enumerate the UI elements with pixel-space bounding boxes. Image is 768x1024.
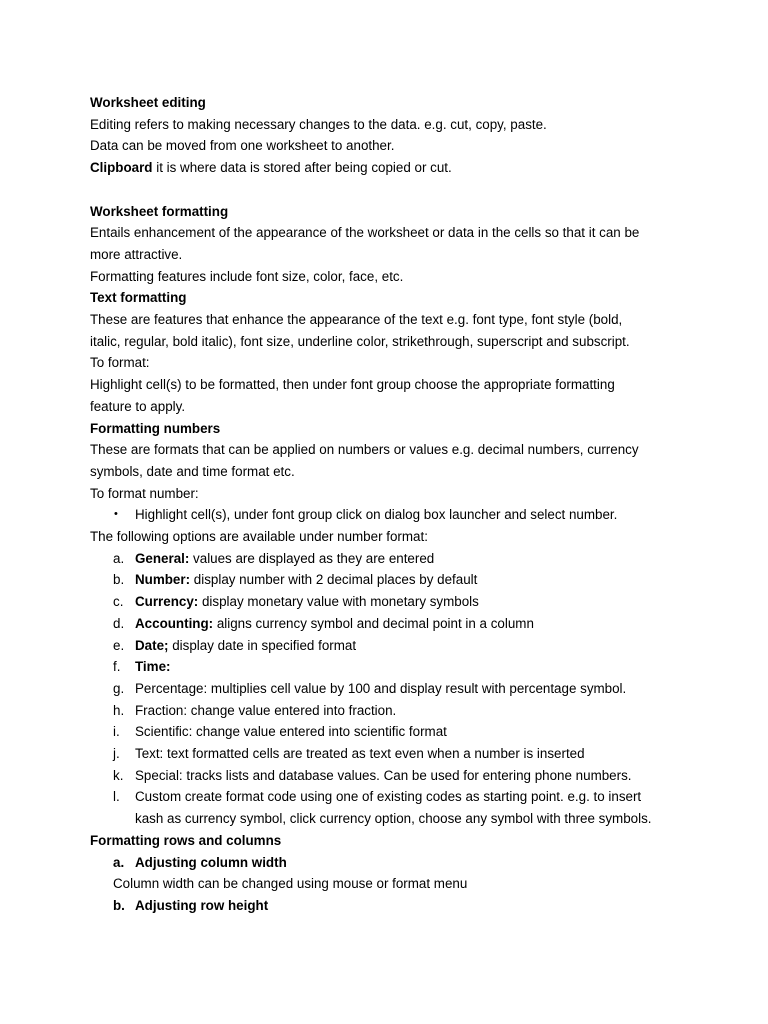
list-marker: b. bbox=[113, 572, 125, 588]
paragraph: The following options are available under number format: bbox=[90, 529, 428, 545]
list-item bbox=[90, 591, 690, 613]
paragraph: These are formats that can be applied on numbers or values e.g. decimal numbers, currency bbox=[90, 442, 639, 458]
list-text: Special: tracks lists and database values. Can be used for entering phone numbers. bbox=[135, 767, 632, 783]
list-term: Currency: bbox=[135, 594, 199, 610]
paragraph: Editing refers to making necessary changes to the data. e.g. cut, copy, paste. bbox=[90, 116, 547, 132]
list-term: General: bbox=[135, 550, 190, 566]
list-marker: e. bbox=[113, 637, 125, 653]
list-text: display monetary value with monetary symbols bbox=[198, 594, 479, 610]
heading-formatting-numbers: Formatting numbers bbox=[90, 420, 221, 436]
paragraph-clipboard: Clipboard it is where data is stored after being copied or cut. bbox=[90, 160, 452, 176]
list-text: Percentage: multiplies cell value by 100 and display result with percentage symbol. bbox=[135, 680, 627, 696]
list-text: values are displayed as they are entered bbox=[189, 550, 435, 566]
heading-text-formatting: Text formatting bbox=[90, 290, 187, 306]
paragraph: To format: bbox=[90, 355, 150, 371]
list-item bbox=[90, 569, 690, 591]
list-term: Time: bbox=[135, 659, 171, 675]
document-page bbox=[90, 92, 690, 917]
list-item bbox=[90, 635, 690, 657]
list-item bbox=[90, 721, 690, 743]
list-text: display number with 2 decimal places by default bbox=[190, 572, 478, 588]
term-clipboard: Clipboard bbox=[90, 160, 153, 176]
heading-formatting-rows-columns: Formatting rows and columns bbox=[90, 832, 282, 848]
spacer bbox=[90, 179, 690, 201]
list-item-continuation: kash as currency symbol, click currency option, choose any symbol with three symbols. bbox=[135, 811, 652, 827]
list-term: Number: bbox=[135, 572, 191, 588]
list-marker: h. bbox=[113, 702, 125, 718]
list-text: Text: text formatted cells are treated as text even when a number is inserted bbox=[135, 746, 585, 762]
bullet-item: • Highlight cell(s), under font group click on dialog box launcher and select number. bbox=[90, 504, 690, 526]
paragraph: Formatting features include font size, color, face, etc. bbox=[90, 268, 404, 284]
list-text: Scientific: change value entered into scientific format bbox=[135, 724, 447, 740]
list-item bbox=[90, 786, 690, 808]
list-marker: d. bbox=[113, 615, 125, 631]
list-item bbox=[90, 678, 690, 700]
paragraph: Column width can be changed using mouse or format menu bbox=[113, 876, 468, 892]
list-item bbox=[90, 743, 690, 765]
list-item bbox=[90, 656, 690, 678]
paragraph: Highlight cell(s) to be formatted, then under font group choose the appropriate formatting bbox=[90, 377, 615, 393]
heading-worksheet-editing: Worksheet editing bbox=[90, 95, 206, 110]
list-marker: c. bbox=[113, 594, 124, 610]
bullet-marker: • bbox=[114, 508, 118, 521]
list-marker: j. bbox=[113, 746, 120, 762]
list-marker: k. bbox=[113, 767, 124, 783]
paragraph: Entails enhancement of the appearance of the worksheet or data in the cells so that it can be bbox=[90, 225, 640, 241]
list-marker: l. bbox=[113, 789, 120, 805]
list-item bbox=[90, 765, 690, 787]
list-text: aligns currency symbol and decimal point in a column bbox=[213, 615, 534, 631]
list-marker: a. bbox=[113, 550, 125, 566]
list-text: Fraction: change value entered into fraction. bbox=[135, 702, 397, 718]
paragraph: feature to apply. bbox=[90, 398, 186, 414]
list-text: Custom create format code using one of existing codes as starting point. e.g. to insert bbox=[135, 789, 642, 805]
list-term: Accounting: bbox=[135, 615, 214, 631]
paragraph: italic, regular, bold italic), font size, underline color, strikethrough, superscript and subscript. bbox=[90, 333, 630, 349]
paragraph: To format number: bbox=[90, 485, 199, 501]
list-text: display date in specified format bbox=[168, 637, 357, 653]
list-marker: i. bbox=[113, 724, 120, 740]
list-item-row-height: b. Adjusting row height bbox=[113, 898, 269, 913]
paragraph: symbols, date and time format etc. bbox=[90, 463, 295, 479]
list-marker: g. bbox=[113, 680, 125, 696]
list-term: Date; bbox=[135, 637, 169, 653]
list-item bbox=[90, 700, 690, 722]
list-item bbox=[90, 613, 690, 635]
list-item bbox=[90, 548, 690, 570]
paragraph: Data can be moved from one worksheet to another. bbox=[90, 138, 395, 154]
list-marker: f. bbox=[113, 659, 121, 675]
list-item-column-width: a. Adjusting column width bbox=[113, 854, 287, 870]
paragraph: These are features that enhance the appearance of the text e.g. font type, font style (bold, bbox=[90, 312, 623, 328]
paragraph: more attractive. bbox=[90, 246, 183, 262]
heading-worksheet-formatting: Worksheet formatting bbox=[90, 203, 229, 219]
number-format-options-list bbox=[90, 548, 690, 808]
